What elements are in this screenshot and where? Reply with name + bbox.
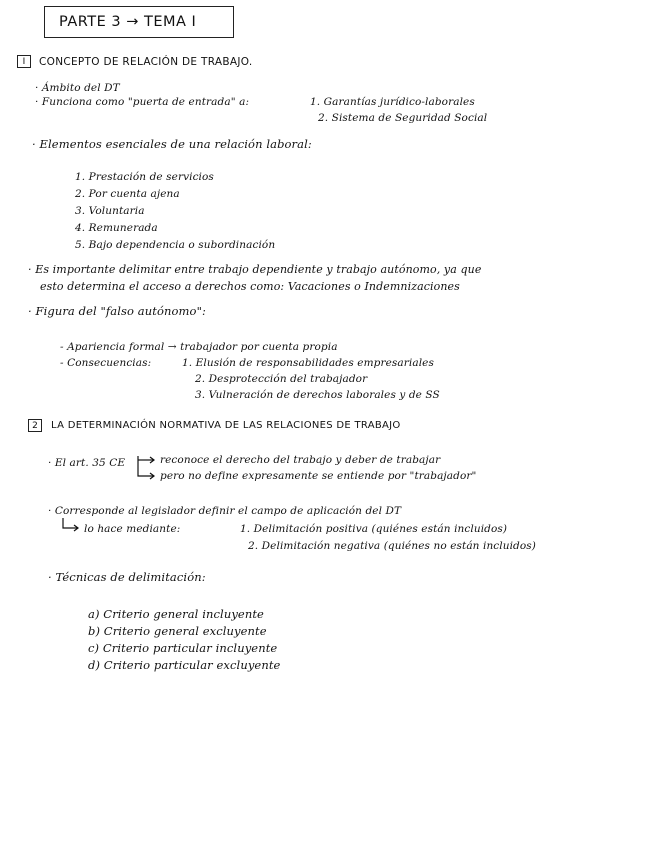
list-item: 1. Prestación de servicios	[75, 171, 214, 183]
art-line: reconoce el derecho del trabajo y deber de trabajar	[160, 454, 441, 466]
list-item: 3. Vulneración de derechos laborales y de SS	[195, 389, 440, 401]
section-title: LA DETERMINACIÓN NORMATIVA DE LAS RELACIONES DE TRABAJO	[51, 420, 401, 431]
list-item: 2. Desprotección del trabajador	[195, 373, 368, 385]
funciona-line: · Funciona como "puerta de entrada" a:	[35, 96, 250, 108]
list-item: 2. Delimitación negativa (quiénes no están incluidos)	[248, 540, 536, 552]
list-item: 2. Por cuenta ajena	[75, 188, 180, 200]
section-title: CONCEPTO DE RELACIÓN DE TRABAJO.	[39, 56, 253, 68]
art-line: pero no define expresamente se entiende por "trabajador"	[160, 470, 477, 482]
elementos-title: · Elementos esenciales de una relación laboral:	[32, 137, 312, 151]
list-item: 1. Elusión de responsabilidades empresariales	[182, 357, 434, 369]
section-number-box: 2	[28, 419, 42, 432]
list-item: b) Criterio general excluyente	[88, 624, 267, 638]
list-item: 1. Delimitación positiva (quiénes están incluidos)	[240, 523, 508, 535]
list-item: 5. Bajo dependencia o subordinación	[75, 239, 276, 251]
corresponde-line: · Corresponde al legislador definir el campo de aplicación del DT	[48, 505, 402, 517]
figura-title: · Figura del "falso autónomo":	[28, 304, 206, 318]
list-item: c) Criterio particular incluyente	[88, 641, 278, 655]
page-title: PARTE 3 → TEMA I	[44, 6, 234, 38]
ambito-line: · Ámbito del DT	[35, 82, 120, 94]
funciona-item: 2. Sistema de Seguridad Social	[318, 112, 488, 124]
bracket-arrow-icon	[134, 452, 160, 484]
section-number-box: I	[17, 55, 31, 68]
consecuencias-label: - Consecuencias:	[60, 357, 152, 369]
list-item: a) Criterio general incluyente	[88, 607, 264, 621]
funciona-item: 1. Garantías jurídico-laborales	[310, 96, 475, 108]
tecnicas-title: · Técnicas de delimitación:	[48, 570, 206, 584]
importante-line: esto determina el acceso a derechos como: Vacaciones o Indemnizaciones	[40, 280, 460, 293]
sub-arrow-icon	[60, 516, 82, 534]
list-item: 3. Voluntaria	[75, 205, 145, 217]
list-item: 4. Remunerada	[75, 222, 158, 234]
lo-hace-line: lo hace mediante:	[84, 523, 181, 535]
importante-line: · Es importante delimitar entre trabajo dependiente y trabajo autónomo, ya que	[28, 263, 482, 276]
apariencia-line: - Apariencia formal → trabajador por cuenta propia	[60, 341, 338, 353]
art-label: · El art. 35 CE	[48, 457, 126, 469]
list-item: d) Criterio particular excluyente	[88, 658, 281, 672]
